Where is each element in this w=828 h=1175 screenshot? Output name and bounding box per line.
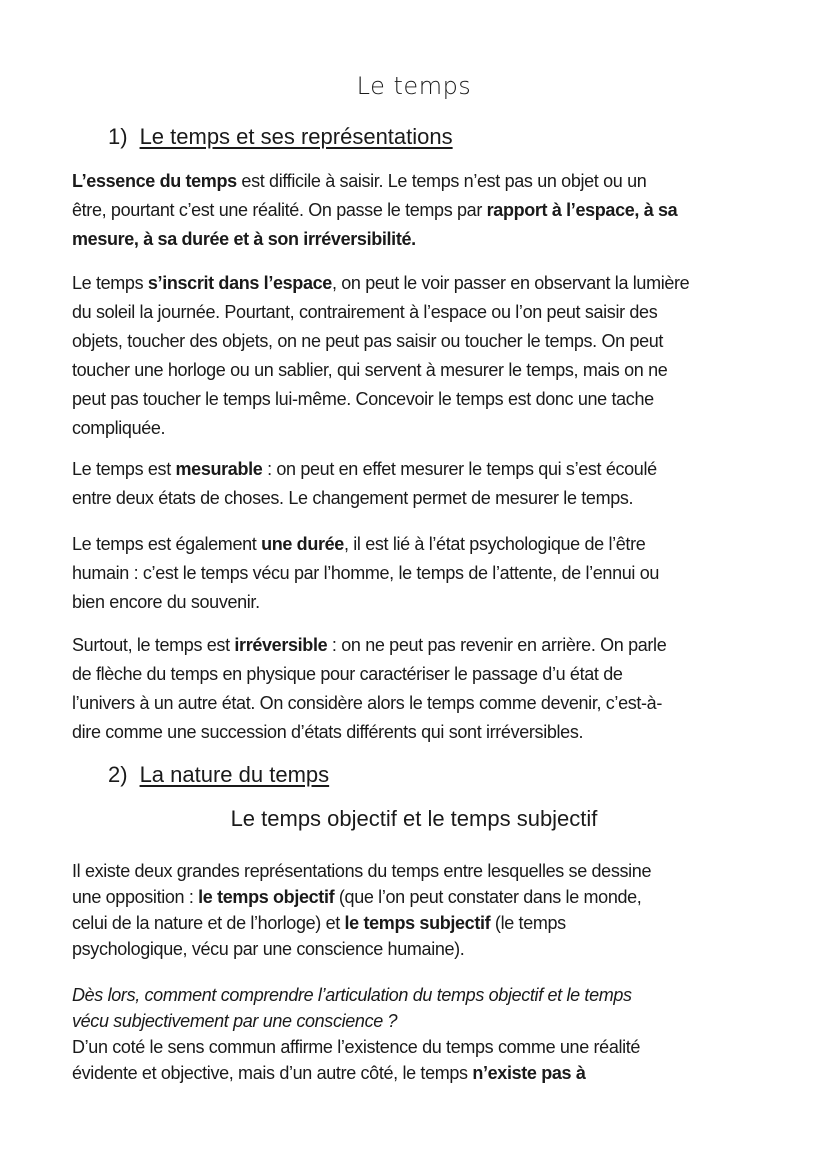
paragraph: [72, 269, 689, 443]
text: celui de la nature et de l’horloge) et: [72, 913, 345, 933]
document-title: Le temps: [356, 72, 472, 100]
bold-text: une durée: [261, 534, 344, 554]
section-title: La nature du temps: [139, 762, 330, 787]
text: est difficile à saisir. Le temps n’est pas un objet ou un: [236, 171, 647, 191]
text: être, pourtant c’est une réalité. On passe le temps par: [72, 200, 487, 220]
paragraph: [72, 858, 651, 962]
text-line: [72, 689, 666, 718]
text: (que l’on peut constater dans le monde,: [334, 887, 642, 907]
text-line: [72, 356, 689, 385]
bold-text: s’inscrit dans l’espace: [147, 273, 332, 293]
text-line: [72, 936, 651, 962]
bold-text: le temps objectif: [198, 887, 335, 907]
text: Il existe deux grandes représentations du temps entre lesquelles se dessine: [72, 861, 652, 881]
text: : on peut en effet mesurer le temps qui s’est écoulé: [262, 459, 657, 479]
text-line: [72, 530, 659, 559]
bold-text: mesurable: [175, 459, 263, 479]
text: (le temps: [490, 913, 566, 933]
bold-text: n’existe pas à: [472, 1063, 586, 1083]
text-line: [72, 1034, 640, 1060]
text: psychologique, vécu par une conscience humaine).: [72, 939, 465, 959]
text-line: [72, 484, 657, 513]
text-line: [72, 385, 689, 414]
text-line: [72, 455, 657, 484]
section-heading-2: [108, 762, 329, 788]
text-line: [72, 196, 677, 225]
text-line: [72, 1008, 640, 1034]
text: D’un coté le sens commun affirme l’existence du temps comme une réalité: [72, 1037, 641, 1057]
italic-text: vécu subjectivement par une conscience ?: [72, 1011, 398, 1031]
text-line: [72, 327, 689, 356]
text-line: [72, 660, 666, 689]
bold-text: irréversible: [234, 635, 328, 655]
text: l’univers à un autre état. On considère alors le temps comme devenir, c’est-à-: [72, 693, 662, 713]
section-title: Le temps et ses représentations: [139, 124, 453, 149]
text-line: [72, 298, 689, 327]
text-line: [72, 858, 651, 884]
paragraph: [72, 167, 677, 254]
text-line: [72, 1060, 640, 1086]
text: compliquée.: [72, 418, 166, 438]
bold-text: le temps subjectif: [344, 913, 491, 933]
text: Le temps: [72, 273, 148, 293]
text: bien encore du souvenir.: [72, 592, 260, 612]
text: , on peut le voir passer en observant la lumière: [331, 273, 690, 293]
subsection-title: Le temps objectif et le temps subjectif: [230, 806, 598, 831]
text: objets, toucher des objets, on ne peut pas saisir ou toucher le temps. On peut: [72, 331, 664, 351]
text-line: [72, 718, 666, 747]
section-heading-1: [108, 124, 453, 150]
text: Le temps est: [72, 459, 176, 479]
bold-text: mesure, à sa durée et à son irréversibilité.: [72, 229, 416, 249]
paragraph: [72, 982, 640, 1086]
text: , il est lié à l’état psychologique de l’être: [343, 534, 646, 554]
italic-text: Dès lors, comment comprendre l’articulation du temps objectif et le temps: [72, 985, 632, 1005]
paragraph: [72, 530, 659, 617]
text: une opposition :: [72, 887, 199, 907]
bold-text: L’essence du temps: [72, 171, 237, 191]
text: peut pas toucher le temps lui-même. Concevoir le temps est donc une tache: [72, 389, 654, 409]
paragraph: [72, 631, 666, 747]
text: du soleil la journée. Pourtant, contrairement à l’espace ou l’on peut saisir des: [72, 302, 658, 322]
text: entre deux états de choses. Le changement permet de mesurer le temps.: [72, 488, 634, 508]
text-line: [72, 884, 651, 910]
text: dire comme une succession d’états différents qui sont irréversibles.: [72, 722, 584, 742]
text-line: [72, 269, 689, 298]
text-line: [72, 414, 689, 443]
section-number: 2): [108, 762, 128, 787]
text-line: [72, 910, 651, 936]
text: : on ne peut pas revenir en arrière. On parle: [327, 635, 667, 655]
text: toucher une horloge ou un sablier, qui servent à mesurer le temps, mais on ne: [72, 360, 668, 380]
text: évidente et objective, mais d’un autre côté, le temps: [72, 1063, 473, 1083]
text-line: [72, 225, 677, 254]
text-line: [72, 559, 659, 588]
text-line: [72, 982, 640, 1008]
paragraph: [72, 455, 657, 513]
text: Surtout, le temps est: [72, 635, 235, 655]
text-line: [72, 631, 666, 660]
section-number: 1): [108, 124, 128, 149]
text-line: [72, 588, 659, 617]
text: de flèche du temps en physique pour caractériser le passage d’u état de: [72, 664, 623, 684]
text-line: [72, 167, 677, 196]
text: Le temps est également: [72, 534, 262, 554]
bold-text: rapport à l’espace, à sa: [486, 200, 678, 220]
text: humain : c’est le temps vécu par l’homme, le temps de l’attente, de l’ennui ou: [72, 563, 660, 583]
